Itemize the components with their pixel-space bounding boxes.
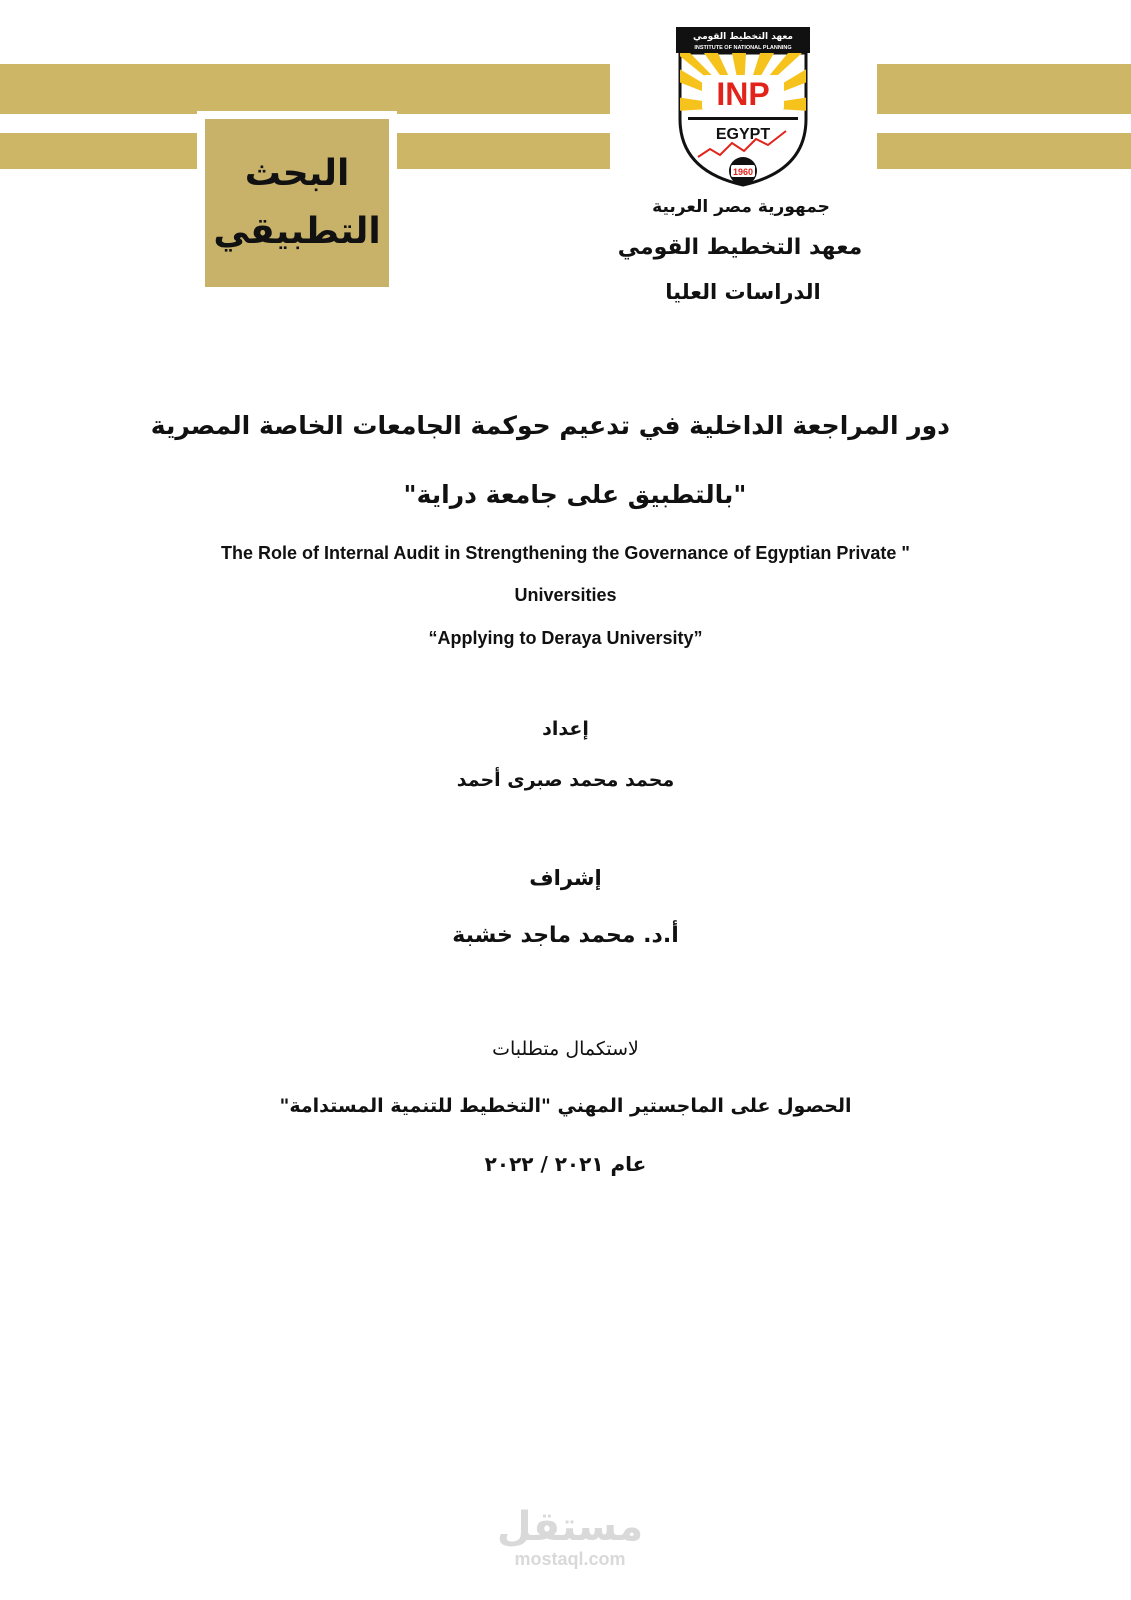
author-name: محمد محمد صبرى أحمد — [456, 769, 675, 791]
country-line: جمهورية مصر العربية — [652, 197, 830, 217]
logo-divider — [688, 117, 798, 120]
watermark-arabic: مستقل — [496, 1504, 644, 1550]
department-name: الدراسات العليا — [665, 280, 821, 304]
title-english-line-3: “Applying to Deraya University” — [428, 628, 703, 648]
degree-line: الحصول على الماجستير المهني "التخطيط للتنمية المستدامة" — [279, 1095, 852, 1117]
supervisor-name: أ.د. محمد ماجد خشبة — [452, 923, 679, 948]
header-band-right-bottom — [877, 133, 1131, 169]
title-arabic-line-1: دور المراجعة الداخلية في تدعيم حوكمة الجامعات الخاصة المصرية — [150, 411, 950, 440]
badge-line-2: التطبيقي — [213, 211, 381, 252]
title-arabic-line-2: "بالتطبيق على جامعة دراية" — [403, 480, 747, 509]
header-band-right-top — [877, 64, 1131, 114]
title-english-line-2: Universities — [514, 585, 617, 605]
institute-name: معهد التخطيط القومي — [617, 235, 863, 260]
inp-logo — [676, 27, 810, 189]
header-band-left-top — [0, 64, 610, 114]
mostaql-watermark — [480, 1505, 660, 1569]
title-english-line-1: The Role of Internal Audit in Strengthening the Governance of Egyptian Private " — [221, 543, 910, 563]
logo-top-text: معهد التخطيط القومي — [692, 32, 794, 42]
requirements-label: لاستكمال متطلبات — [492, 1038, 639, 1060]
logo-country: EGYPT — [715, 126, 771, 143]
logo-year: 1960 — [732, 167, 754, 177]
prepared-by-label: إعداد — [542, 718, 589, 740]
logo-acronym: INP — [716, 76, 770, 112]
applied-research-badge-fill — [205, 119, 389, 287]
logo-top-text-en: INSTITUTE OF NATIONAL PLANNING — [694, 45, 792, 51]
watermark-latin: mostaql.com — [514, 1549, 626, 1569]
supervision-label: إشراف — [529, 866, 602, 890]
academic-year: عام ٢٠٢١ / ٢٠٢٢ — [484, 1152, 647, 1176]
badge-line-1: البحث — [244, 153, 350, 194]
applied-research-badge — [197, 111, 397, 295]
